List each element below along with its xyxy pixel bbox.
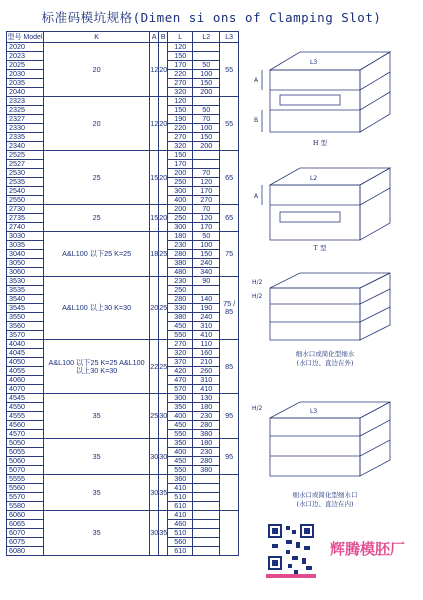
model-cell: 2323	[7, 97, 44, 106]
l2-cell	[193, 547, 220, 556]
l3-cell: 55	[220, 97, 239, 151]
l-cell: 510	[168, 493, 193, 502]
l2-cell: 240	[193, 259, 220, 268]
l2-cell: 230	[193, 412, 220, 421]
l-cell: 300	[168, 187, 193, 196]
k-cell: 25	[44, 205, 150, 232]
l-cell: 250	[168, 214, 193, 223]
l-cell: 570	[168, 385, 193, 394]
model-cell: 5560	[7, 484, 44, 493]
k-cell: 35	[44, 511, 150, 556]
svg-text:H/2: H/2	[252, 405, 263, 412]
qr-code	[266, 522, 316, 578]
l2-cell: 190	[193, 304, 220, 313]
l2-cell: 150	[193, 133, 220, 142]
a-cell: 22	[150, 340, 159, 394]
svg-text:A: A	[254, 193, 259, 200]
model-cell: 6060	[7, 511, 44, 520]
model-cell: 5555	[7, 475, 44, 484]
l3-cell: 65	[220, 205, 239, 232]
l-cell: 190	[168, 115, 193, 124]
k-cell: 35	[44, 439, 150, 475]
a-cell: 12	[150, 43, 159, 97]
l2-cell: 230	[193, 448, 220, 457]
l-cell: 280	[168, 250, 193, 259]
l2-cell: 140	[193, 295, 220, 304]
l3-cell: 75 / 85	[220, 277, 239, 340]
table-row	[7, 151, 239, 160]
b-cell: 20	[159, 151, 168, 205]
l3-cell: 65	[220, 151, 239, 205]
l2-cell	[193, 529, 220, 538]
k-cell: A&L100 以下25 K=25 A&L100 以上30 K=30	[44, 340, 150, 394]
l-cell: 420	[168, 367, 193, 376]
model-cell: 4555	[7, 412, 44, 421]
a-cell: 18	[150, 232, 159, 277]
l-cell: 560	[168, 538, 193, 547]
l-cell: 450	[168, 457, 193, 466]
l2-cell	[193, 43, 220, 52]
b-cell: 25	[159, 232, 168, 277]
k-cell: A&L100 以下25 K=25	[44, 232, 150, 277]
l3-cell: 95	[220, 394, 239, 439]
l-cell: 350	[168, 439, 193, 448]
l2-cell: 180	[193, 403, 220, 412]
l2-cell: 280	[193, 421, 220, 430]
model-cell: 5070	[7, 466, 44, 475]
col-b: B	[159, 32, 168, 43]
model-cell: 3560	[7, 322, 44, 331]
model-cell: 2020	[7, 43, 44, 52]
l-cell: 450	[168, 421, 193, 430]
l2-cell: 380	[193, 466, 220, 475]
model-cell: 4545	[7, 394, 44, 403]
model-cell: 6065	[7, 520, 44, 529]
l2-cell	[193, 538, 220, 547]
l-cell: 270	[168, 133, 193, 142]
k-cell: 25	[44, 151, 150, 205]
l2-cell: 210	[193, 358, 220, 367]
model-cell: 2535	[7, 178, 44, 187]
l-cell: 150	[168, 151, 193, 160]
l2-cell	[193, 520, 220, 529]
k-cell: A&L100 以上30 K=30	[44, 277, 150, 340]
model-cell: 2525	[7, 151, 44, 160]
l2-cell: 110	[193, 340, 220, 349]
l-cell: 400	[168, 448, 193, 457]
model-cell: 4560	[7, 421, 44, 430]
l3-cell: 75	[220, 232, 239, 277]
model-cell: 4055	[7, 367, 44, 376]
l2-cell: 70	[193, 169, 220, 178]
caption-3-line-1: 细水口或简化型细水	[295, 350, 355, 358]
l-cell: 460	[168, 520, 193, 529]
l2-cell: 260	[193, 367, 220, 376]
caption-3-line-2: (水口边、直边在外)	[296, 359, 354, 367]
brand-name: 辉腾模胚厂	[330, 540, 406, 558]
l-cell: 200	[168, 169, 193, 178]
l2-cell: 240	[193, 313, 220, 322]
table-header-row	[7, 32, 239, 43]
l-cell: 280	[168, 295, 193, 304]
model-cell: 2035	[7, 79, 44, 88]
l2-cell: 120	[193, 214, 220, 223]
l-cell: 250	[168, 286, 193, 295]
l2-cell	[193, 484, 220, 493]
model-cell: 6070	[7, 529, 44, 538]
col-model: 型号 Model	[7, 33, 43, 41]
l-cell: 230	[168, 241, 193, 250]
l2-cell	[193, 151, 220, 160]
a-cell: 30	[150, 439, 159, 475]
l-cell: 300	[168, 394, 193, 403]
model-cell: 2735	[7, 214, 44, 223]
l2-cell: 50	[193, 61, 220, 70]
b-cell: 20	[159, 205, 168, 232]
model-cell: 4550	[7, 403, 44, 412]
l-cell: 120	[168, 43, 193, 52]
l-cell: 610	[168, 502, 193, 511]
b-cell: 20	[159, 97, 168, 151]
l-cell: 350	[168, 403, 193, 412]
model-cell: 4060	[7, 376, 44, 385]
l-cell: 380	[168, 313, 193, 322]
l-cell: 180	[168, 232, 193, 241]
l3-cell	[220, 511, 239, 556]
svg-text:L3: L3	[310, 408, 318, 415]
col-k: K	[44, 32, 150, 43]
l2-cell: 380	[193, 430, 220, 439]
l2-cell: 90	[193, 277, 220, 286]
l2-cell: 170	[193, 223, 220, 232]
k-cell: 20	[44, 43, 150, 97]
l-cell: 450	[168, 322, 193, 331]
model-cell: 2730	[7, 205, 44, 214]
model-cell: 2335	[7, 133, 44, 142]
h-type-diagram	[250, 40, 415, 150]
l2-cell	[193, 493, 220, 502]
l2-cell	[193, 511, 220, 520]
b-cell: 35	[159, 511, 168, 556]
a-cell: 30	[150, 511, 159, 556]
b-cell: 35	[159, 475, 168, 511]
l-cell: 380	[168, 259, 193, 268]
l-cell: 170	[168, 61, 193, 70]
l-cell: 120	[168, 97, 193, 106]
svg-text:L3: L3	[310, 59, 318, 66]
l-cell: 300	[168, 223, 193, 232]
l2-cell	[193, 475, 220, 484]
l2-cell: 150	[193, 250, 220, 259]
l2-cell: 100	[193, 70, 220, 79]
l-cell: 400	[168, 412, 193, 421]
table-row	[7, 511, 239, 520]
col-a: A	[150, 32, 159, 43]
model-cell: 4040	[7, 340, 44, 349]
l3-cell: 95	[220, 439, 239, 475]
l-cell: 150	[168, 106, 193, 115]
svg-text:L2: L2	[310, 175, 318, 182]
b-cell: 30	[159, 394, 168, 439]
model-cell: 3540	[7, 295, 44, 304]
a-cell: 25	[150, 394, 159, 439]
model-cell: 6080	[7, 547, 44, 556]
l2-cell: 410	[193, 331, 220, 340]
l2-cell: 280	[193, 457, 220, 466]
l-cell: 550	[168, 466, 193, 475]
h-type-caption: H 型	[312, 139, 328, 147]
model-cell: 2330	[7, 124, 44, 133]
model-cell: 3030	[7, 232, 44, 241]
svg-text:H/2: H/2	[252, 279, 263, 286]
a-cell: 20	[150, 277, 159, 340]
l-cell: 470	[168, 376, 193, 385]
svg-text:A: A	[254, 77, 259, 84]
model-cell: 3550	[7, 313, 44, 322]
thin-gate-inside-diagram	[250, 396, 415, 486]
model-cell: 5050	[7, 439, 44, 448]
l2-cell: 410	[193, 385, 220, 394]
svg-text:H/2: H/2	[252, 293, 263, 300]
l-cell: 250	[168, 178, 193, 187]
l-cell: 610	[168, 547, 193, 556]
l3-cell: 55	[220, 43, 239, 97]
l3-cell	[220, 475, 239, 511]
k-cell: 35	[44, 475, 150, 511]
l2-cell: 50	[193, 232, 220, 241]
l2-cell: 180	[193, 439, 220, 448]
a-cell: 15	[150, 205, 159, 232]
b-cell: 25	[159, 340, 168, 394]
b-cell: 25	[159, 277, 168, 340]
model-cell: 4070	[7, 385, 44, 394]
l-cell: 200	[168, 205, 193, 214]
l2-cell: 170	[193, 187, 220, 196]
model-cell: 2527	[7, 160, 44, 169]
model-cell: 2023	[7, 52, 44, 61]
l-cell: 320	[168, 142, 193, 151]
model-cell: 3545	[7, 304, 44, 313]
table-row	[7, 475, 239, 484]
l-cell: 510	[168, 529, 193, 538]
l2-cell: 160	[193, 349, 220, 358]
l-cell: 150	[168, 52, 193, 61]
model-cell: 2325	[7, 106, 44, 115]
model-cell: 2040	[7, 88, 44, 97]
model-cell: 4050	[7, 358, 44, 367]
l2-cell: 270	[193, 196, 220, 205]
b-cell: 20	[159, 43, 168, 97]
l-cell: 320	[168, 349, 193, 358]
model-cell: 5580	[7, 502, 44, 511]
l-cell: 400	[168, 196, 193, 205]
model-cell: 4570	[7, 430, 44, 439]
l2-cell: 130	[193, 394, 220, 403]
l2-cell: 70	[193, 205, 220, 214]
model-cell: 3040	[7, 250, 44, 259]
model-cell: 2030	[7, 70, 44, 79]
l-cell: 230	[168, 277, 193, 286]
model-cell: 5055	[7, 448, 44, 457]
l2-cell	[193, 502, 220, 511]
model-cell: 2740	[7, 223, 44, 232]
l2-cell: 310	[193, 322, 220, 331]
model-cell: 2340	[7, 142, 44, 151]
l-cell: 330	[168, 304, 193, 313]
l-cell: 360	[168, 475, 193, 484]
l-cell: 550	[168, 331, 193, 340]
a-cell: 30	[150, 475, 159, 511]
l2-cell: 50	[193, 106, 220, 115]
table-row	[7, 43, 239, 52]
l2-cell: 340	[193, 268, 220, 277]
model-cell: 3060	[7, 268, 44, 277]
l2-cell: 120	[193, 178, 220, 187]
l2-cell: 200	[193, 142, 220, 151]
t-type-caption: T 型	[313, 244, 327, 252]
spec-table	[6, 31, 239, 556]
l2-cell: 100	[193, 241, 220, 250]
l2-cell: 150	[193, 79, 220, 88]
k-cell: 35	[44, 394, 150, 439]
b-cell: 30	[159, 439, 168, 475]
l2-cell: 70	[193, 115, 220, 124]
l3-cell: 85	[220, 340, 239, 394]
l-cell: 320	[168, 88, 193, 97]
a-cell: 12	[150, 97, 159, 151]
table-body	[7, 43, 239, 556]
page-title: 标准码模坑规格(Dimen si ons of Clamping Slot)	[41, 10, 382, 25]
t-type-diagram	[250, 160, 415, 255]
model-cell: 2530	[7, 169, 44, 178]
l-cell: 410	[168, 511, 193, 520]
model-cell: 2550	[7, 196, 44, 205]
col-l3: L3	[220, 32, 239, 43]
l2-cell: 310	[193, 376, 220, 385]
l-cell: 220	[168, 70, 193, 79]
model-cell: 2540	[7, 187, 44, 196]
caption-4-line-1: 细水口或简化型细水口	[292, 491, 358, 499]
l-cell: 550	[168, 430, 193, 439]
svg-text:B: B	[254, 117, 259, 124]
col-l2: L2	[193, 32, 220, 43]
l-cell: 370	[168, 358, 193, 367]
model-cell: 2025	[7, 61, 44, 70]
l-cell: 170	[168, 160, 193, 169]
model-cell: 4045	[7, 349, 44, 358]
model-cell: 2327	[7, 115, 44, 124]
model-cell: 6075	[7, 538, 44, 547]
thin-gate-outside-diagram	[250, 268, 415, 348]
l-cell: 410	[168, 484, 193, 493]
model-cell: 3570	[7, 331, 44, 340]
table-row	[7, 277, 239, 286]
model-cell: 5570	[7, 493, 44, 502]
a-cell: 15	[150, 151, 159, 205]
model-cell: 3035	[7, 241, 44, 250]
col-l: L	[168, 32, 193, 43]
l-cell: 480	[168, 268, 193, 277]
k-cell: 20	[44, 97, 150, 151]
l-cell: 270	[168, 79, 193, 88]
model-cell: 5060	[7, 457, 44, 466]
l-cell: 220	[168, 124, 193, 133]
l2-cell: 200	[193, 88, 220, 97]
model-cell: 3535	[7, 286, 44, 295]
model-cell: 3530	[7, 277, 44, 286]
model-cell: 3050	[7, 259, 44, 268]
l-cell: 270	[168, 340, 193, 349]
l2-cell: 100	[193, 124, 220, 133]
caption-4-line-2: (水口边、直边在内)	[296, 500, 354, 508]
